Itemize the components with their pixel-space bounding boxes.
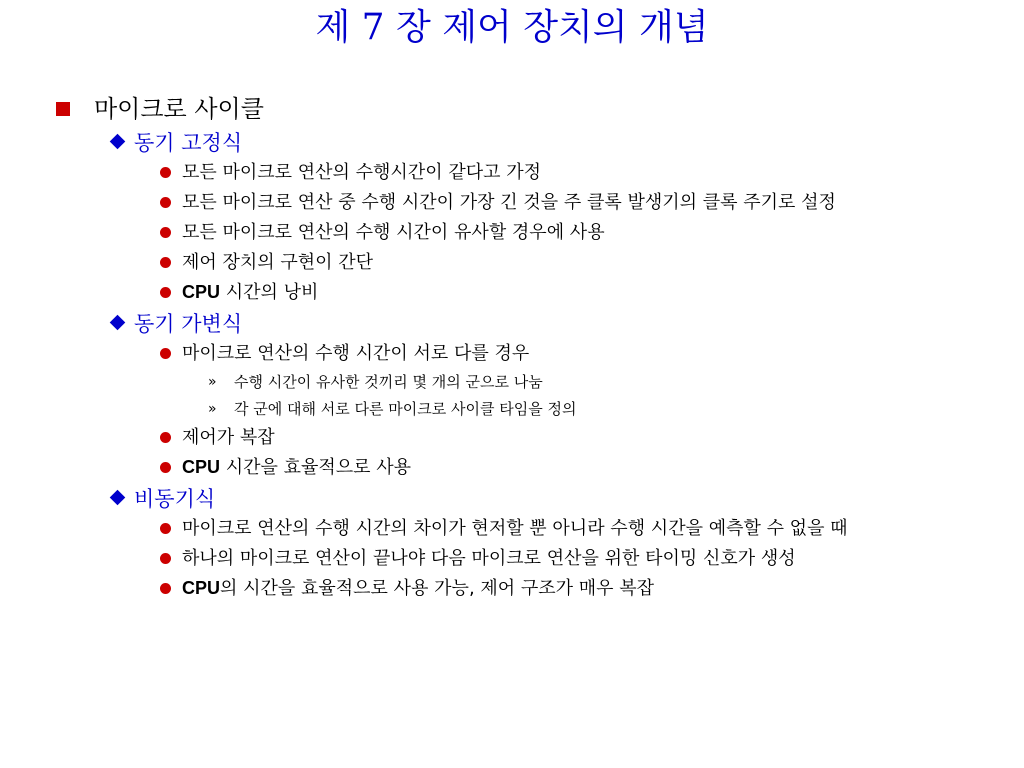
dot-bullet-icon: [160, 583, 171, 594]
raquo-bullet-icon: »: [208, 374, 217, 390]
dot-bullet-icon: [160, 197, 171, 208]
bullet-item-level3: [160, 280, 976, 305]
bullet-item-level3: [160, 425, 976, 450]
slide-body: [56, 94, 976, 606]
bullet-text: 마이크로 사이클: [94, 95, 264, 123]
bullet-text: 하나의 마이크로 연산이 끝나야 다음 마이크로 연산을 위한 타이밍 신호가 생성: [182, 548, 796, 569]
bullet-text: 제어 장치의 구현이 간단: [182, 252, 374, 273]
bullet-item-level3: [160, 190, 976, 215]
dot-bullet-icon: [160, 287, 171, 298]
bullet-text: 동기 고정식: [134, 131, 243, 155]
diamond-bullet-icon: [110, 134, 126, 150]
dot-bullet-icon: [160, 523, 171, 534]
bullet-item-level3: [160, 455, 976, 480]
bullet-item-level2: [108, 310, 976, 338]
bold-term: CPU: [182, 578, 221, 598]
square-bullet-icon: [56, 102, 70, 116]
bold-term: CPU: [182, 457, 221, 477]
bullet-text: 모든 마이크로 연산의 수행시간이 같다고 가정: [182, 162, 541, 183]
dot-bullet-icon: [160, 227, 171, 238]
slide-title: 제 7 장 제어 장치의 개념: [315, 7, 709, 48]
bullet-text: 동기 가변식: [134, 312, 243, 336]
bullet-text: 제어가 복잡: [182, 427, 275, 448]
bullet-item-level3: [160, 546, 976, 571]
bullet-item-level2: [108, 129, 976, 157]
bullet-item-level3: [160, 220, 976, 245]
bullet-text: 비동기식: [134, 487, 216, 511]
bullet-item-level3: [160, 341, 976, 366]
bullet-item-level3: [160, 516, 976, 541]
bullet-item-level3: [160, 160, 976, 185]
bullet-item-level3: [160, 250, 976, 275]
raquo-bullet-icon: »: [208, 401, 217, 417]
dot-bullet-icon: [160, 432, 171, 443]
bullet-item-level1: [56, 94, 976, 124]
bullet-text: 모든 마이크로 연산 중 수행 시간이 가장 긴 것을 주 클록 발생기의 클록 주기로 설정: [182, 192, 836, 213]
dot-bullet-icon: [160, 553, 171, 564]
bullet-text: 마이크로 연산의 수행 시간의 차이가 현저할 뿐 아니라 수행 시간을 예측할 수 없을 때: [182, 518, 848, 539]
dot-bullet-icon: [160, 348, 171, 359]
bullet-item-level3: [160, 576, 976, 601]
bullet-text-rest: 의 시간을 효율적으로 사용 가능, 제어 구조가 매우 복잡: [220, 578, 655, 599]
dot-bullet-icon: [160, 257, 171, 268]
diamond-bullet-icon: [110, 490, 126, 506]
bullet-text: [182, 576, 976, 601]
bullet-text-rest: 시간을 효율적으로 사용: [220, 457, 412, 478]
bullet-text: [182, 280, 976, 305]
dot-bullet-icon: [160, 462, 171, 473]
bullet-text: 수행 시간이 유사한 것끼리 몇 개의 군으로 나눔: [234, 373, 543, 391]
bullet-text: 마이크로 연산의 수행 시간이 서로 다를 경우: [182, 343, 530, 364]
bullet-text: [182, 455, 976, 480]
diamond-bullet-icon: [110, 315, 126, 331]
bold-term: CPU: [182, 282, 221, 302]
dot-bullet-icon: [160, 167, 171, 178]
bullet-item-level2: [108, 485, 976, 513]
bullet-text: 모든 마이크로 연산의 수행 시간이 유사할 경우에 사용: [182, 222, 605, 243]
bullet-item-level4: [208, 371, 976, 393]
bullet-text: 각 군에 대해 서로 다른 마이크로 사이클 타임을 정의: [234, 400, 577, 418]
bullet-text-rest: 시간의 낭비: [220, 282, 319, 303]
bullet-item-level4: [208, 398, 976, 420]
